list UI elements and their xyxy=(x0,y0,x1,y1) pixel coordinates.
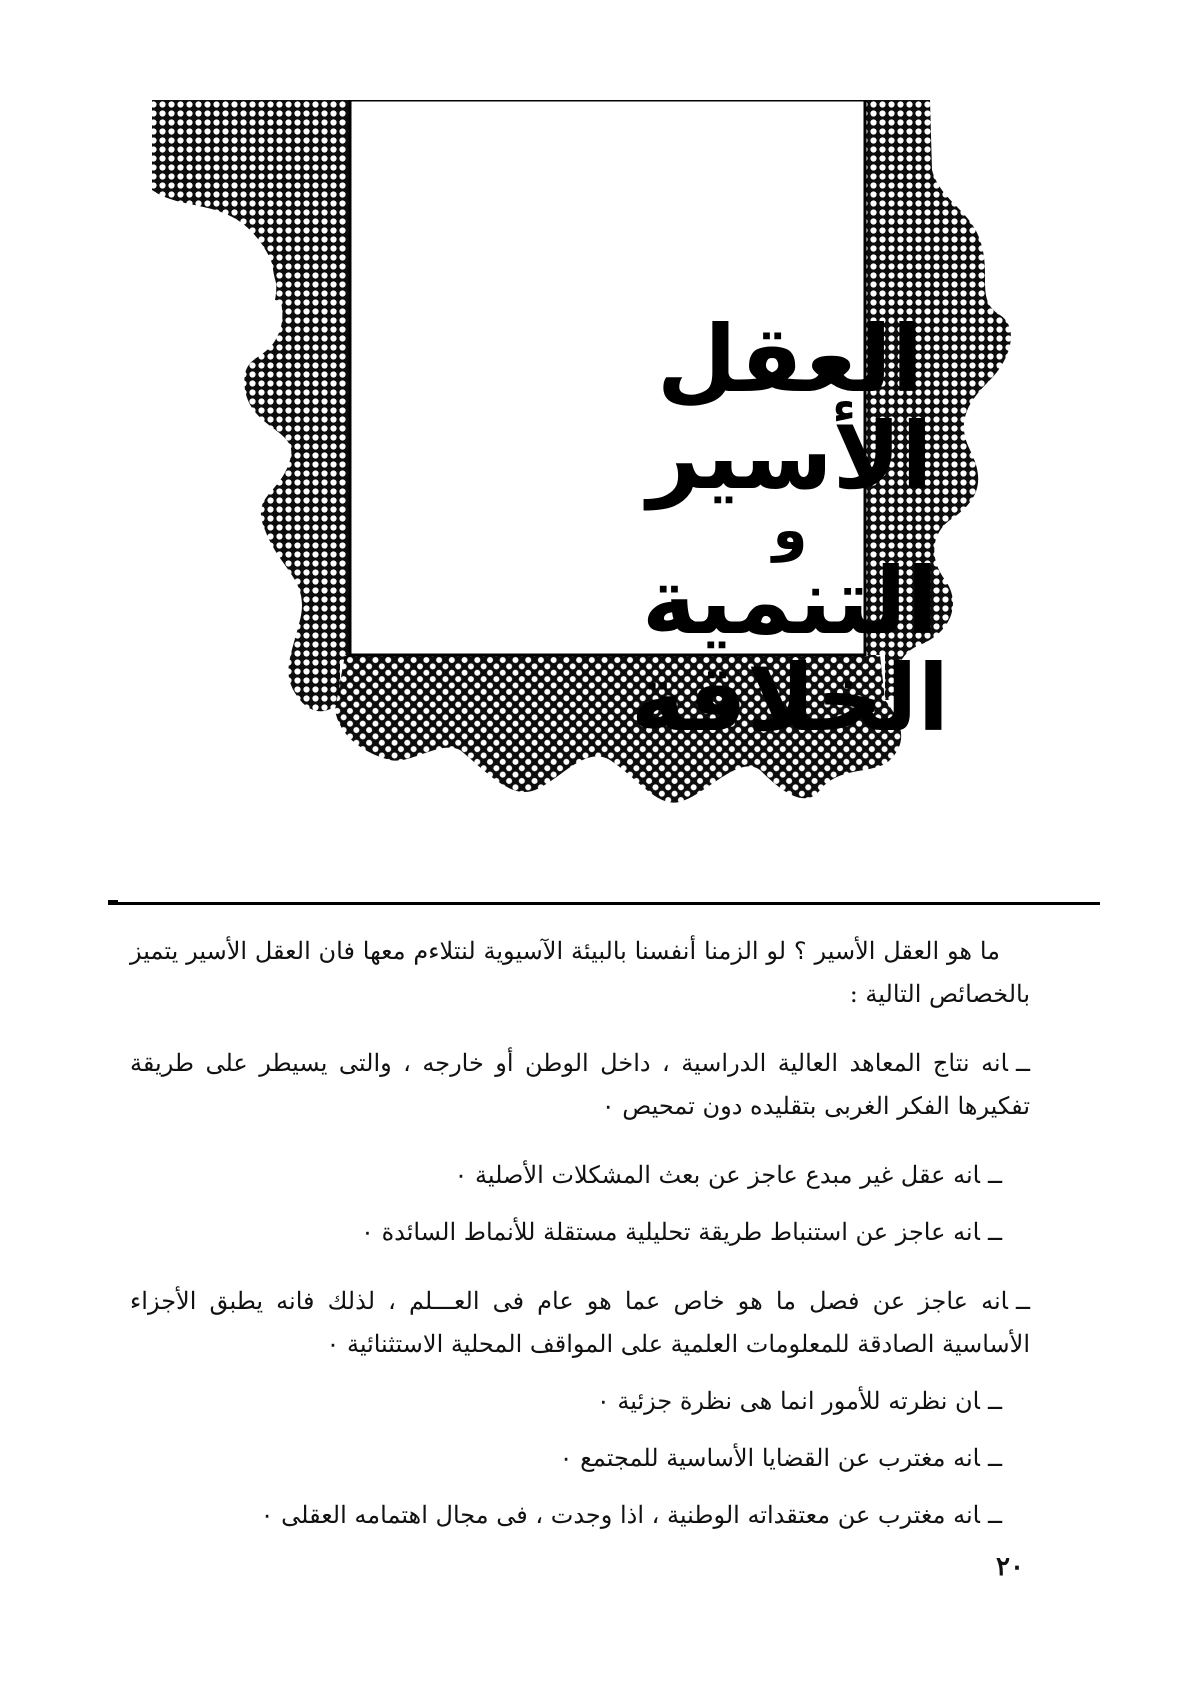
bullet-item xyxy=(130,1154,1030,1197)
bullet-item xyxy=(130,1494,1030,1537)
dash-marker: ــ xyxy=(987,1387,1002,1415)
bullet-text: انه مغترب عن القضايا الأساسية للمجتمع ٠ xyxy=(559,1444,980,1472)
body-text xyxy=(130,930,1030,1551)
page-number: ٢٠ xyxy=(996,1552,1024,1582)
bullet-item xyxy=(130,1042,1030,1128)
bullet-item xyxy=(130,1280,1030,1366)
bullet-item xyxy=(130,1437,1030,1480)
left-halftone-band xyxy=(152,100,375,711)
title-line-creative-development: التنمية الخلاقة xyxy=(630,548,950,752)
dash-marker: ــ xyxy=(1015,1287,1030,1315)
title-line-and: و xyxy=(772,497,808,563)
bullet-text: انه عقل غير مبدع عاجز عن بعث المشكلات الأصلية ٠ xyxy=(454,1161,980,1189)
dash-marker: ــ xyxy=(987,1444,1002,1472)
intro-paragraph: ما هو العقل الأسير ؟ لو الزمنا أنفسنا بالبيئة الآسيوية لنتلاءم معها فان العقل الأسير يتميز بالخصائص التالية : xyxy=(130,937,1030,1008)
bullet-text: انه مغترب عن معتقداته الوطنية ، اذا وجدت ، فى مجال اهتمامه العقلى ٠ xyxy=(260,1501,980,1529)
section-divider xyxy=(108,902,1100,905)
dash-marker: ــ xyxy=(987,1501,1002,1529)
dash-marker: ــ xyxy=(987,1218,1002,1246)
bullet-item xyxy=(130,1380,1030,1423)
title-line-captive-mind: العقل الأسير xyxy=(647,306,933,511)
bullet-item xyxy=(130,1211,1030,1254)
dash-marker: ــ xyxy=(987,1161,1002,1189)
title-halftone-frame xyxy=(140,100,1110,860)
bullet-text: انه نتاج المعاهد العالية الدراسية ، داخل الوطن أو خارجه ، والتى يسيطر على طريقة تفكيرها الفكر الغربى بتقليده دون تمحيص ٠ xyxy=(130,1049,1030,1120)
bullet-text: ان نظرته للأمور انما هى نظرة جزئية ٠ xyxy=(596,1387,980,1415)
dash-marker: ــ xyxy=(1015,1049,1030,1077)
bullet-text: انه عاجز عن استنباط طريقة تحليلية مستقلة للأنماط السائدة ٠ xyxy=(361,1218,980,1246)
book-title xyxy=(530,306,1050,752)
bullet-text: انه عاجز عن فصل ما هو خاص عما هو عام فى العـــلم ، لذلك فانه يطبق الأجزاء الأساسية الصادقة للمعلومات العلمية على المواقف المحلية الاستثنائية ٠ xyxy=(130,1287,1030,1358)
